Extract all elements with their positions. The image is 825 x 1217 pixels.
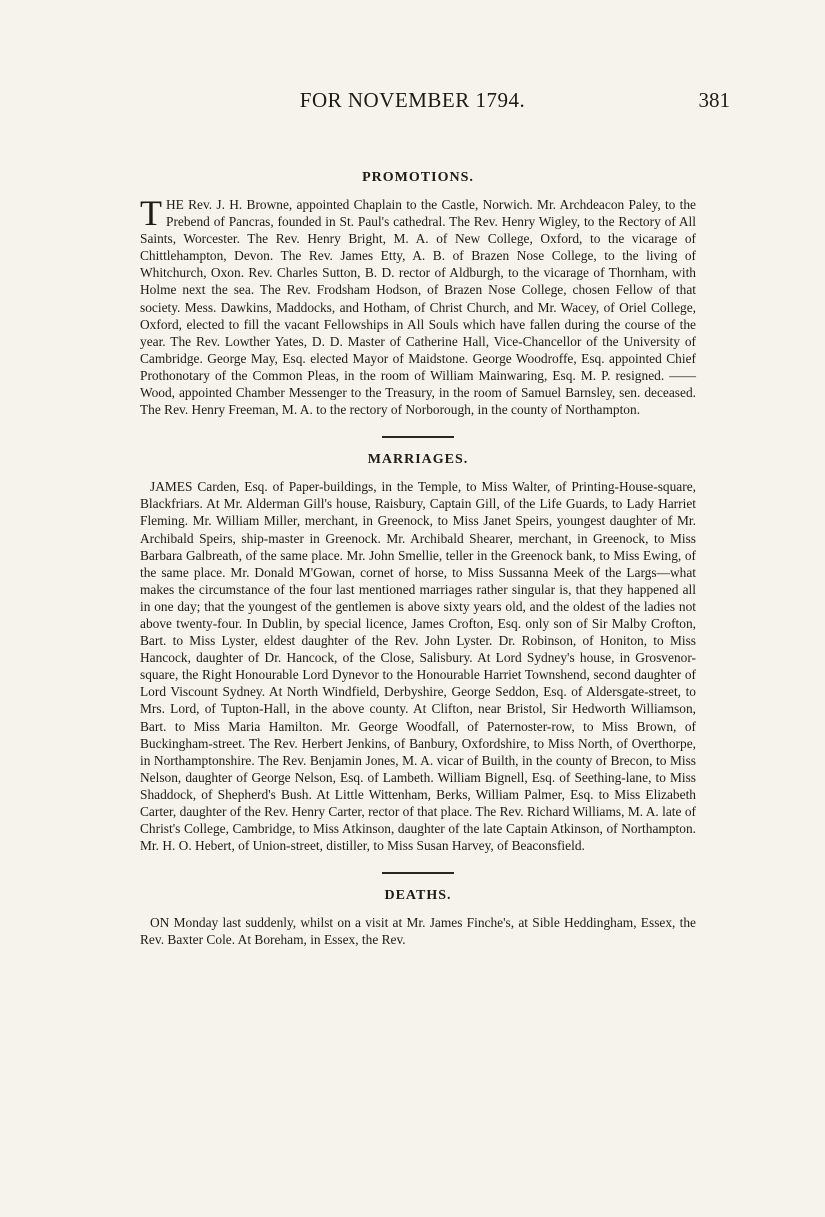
marriages-section — [140, 452, 696, 854]
page-header — [0, 88, 825, 122]
marriages-text: JAMES Carden, Esq. of Paper-buildings, in the Temple, to Miss Walter, of Printing-House-square, Blackfriars. At Mr. Alderman Gill's house, Raisbury, Captain Gill, of the Life Guards, to Lady Harriet Fleming. Mr. William Miller, merchant, in Greenock, to Miss Janet Speirs, youngest daughter of Mr. Archibald Speirs, ship-master in Greenock. Mr. Archibald Shearer, merchant, in Greenock, to Miss Barbara Galbreath, of the same place. Mr. John Smellie, teller in the Greenock bank, to Miss Ewing, of the same place. Mr. Donald M'Gowan, cornet of horse, to Miss Sussanna Meek of the Largs—what makes the circumstance of the four last mentioned marriages rather singular is, that they happened all in one day; that the youngest of the gentlemen is above sixty years old, and the oldest of the ladies not above twenty-four. In Dublin, by special licence, James Crofton, Esq. only son of Sir Malby Crofton, Bart. to Miss Lyster, eldest daughter of the Rev. John Lyster. Dr. Robinson, of Honiton, to Miss Hancock, daughter of Dr. Hancock, of the Close, Salisbury. At Lord Sydney's house, in Grosvenor-square, the Right Honourable Lord Dynevor to the Honourable Harriet Townshend, second daughter of Lord Viscount Sydney. At North Windfield, Derbyshire, George Seddon, Esq. of Aldersgate-street, to Mrs. Lord, of Tupton-Hall, in the above county. At Clifton, near Bristol, Sir Hedworth Williamson, Bart. to Miss Maria Hamilton. Mr. George Woodfall, of Paternoster-row, to Miss Brown, of Buckingham-street. The Rev. Herbert Jenkins, of Banbury, Oxfordshire, to Miss North, of Overthorpe, in Northamptonshire. The Rev. Benjamin Jones, M. A. vicar of Builth, in the county of Brecon, to Miss Nelson, daughter of George Nelson, Esq. of Lambeth. William Bignell, Esq. of Seething-lane, to Miss Shaddock, of Shepherd's Bush. At Little Wittenham, Berks, William Palmer, Esq. to Miss Elizabeth Carter, daughter of the Rev. Henry Carter, rector of that place. The Rev. Richard Williams, M. A. late of Christ's College, Cambridge, to Miss Atkinson, daughter of the late Captain Atkinson, of Northampton. Mr. H. O. Hebert, of Union-street, distiller, to Miss Susan Harvey, of Beaconsfield. — [140, 479, 696, 854]
section-title-deaths: DEATHS. — [384, 888, 452, 904]
page-content — [140, 170, 696, 948]
running-title: FOR NOVEMBER 1794. — [299, 88, 526, 112]
page-number: 381 — [698, 88, 730, 112]
section-title-promotions: PROMOTIONS. — [362, 170, 474, 185]
section-divider — [382, 436, 454, 438]
promotions-text: THE Rev. J. H. Browne, appointed Chaplain to the Castle, Norwich. Mr. Archdeacon Paley, to the Prebend of Pancras, founded in St. Paul's cathedral. The Rev. Henry Wigley, to the Rectory of All Saints, Worcester. The Rev. Henry Bright, M. A. of New College, Oxford, to the vicarage of Chittlehampton, Devon. The Rev. James Etty, A. B. of Brazen Nose College, to the living of Whitchurch, Oxon. Rev. Charles Sutton, B. D. rector of Aldburgh, to the vicarage of Thornham, with Holme next the sea. The Rev. Frodsham Hodson, of Brazen Nose College, chosen Fellow of that society. Mess. Dawkins, Maddocks, and Hotham, of Christ Church, and Mr. Wacey, of Oriel College, Oxford, elected to fill the vacant Fellowships in All Souls which have fallen during the course of the year. The Rev. Lowther Yates, D. D. Master of Catherine Hall, Vice-Chancellor of the University of Cambridge. George May, Esq. elected Mayor of Maidstone. George Woodroffe, Esq. appointed Chief Prothonotary of the Common Pleas, in the room of William Mainwaring, Esq. M. P. resigned. —— Wood, appointed Chamber Messenger to the Treasury, in the room of Samuel Barnsley, sen. deceased. The Rev. Henry Freeman, M. A. to the rectory of Norborough, in the county of Northampton. — [140, 193, 696, 418]
section-divider — [382, 872, 454, 874]
section-title-marriages: MARRIAGES. — [367, 452, 469, 468]
deaths-section — [140, 888, 696, 948]
promotions-section — [140, 170, 696, 418]
deaths-text: ON Monday last suddenly, whilst on a visit at Mr. James Finche's, at Sible Heddingham, Essex, the Rev. Baxter Cole. At Boreham, in Essex, the Rev. — [140, 915, 696, 948]
